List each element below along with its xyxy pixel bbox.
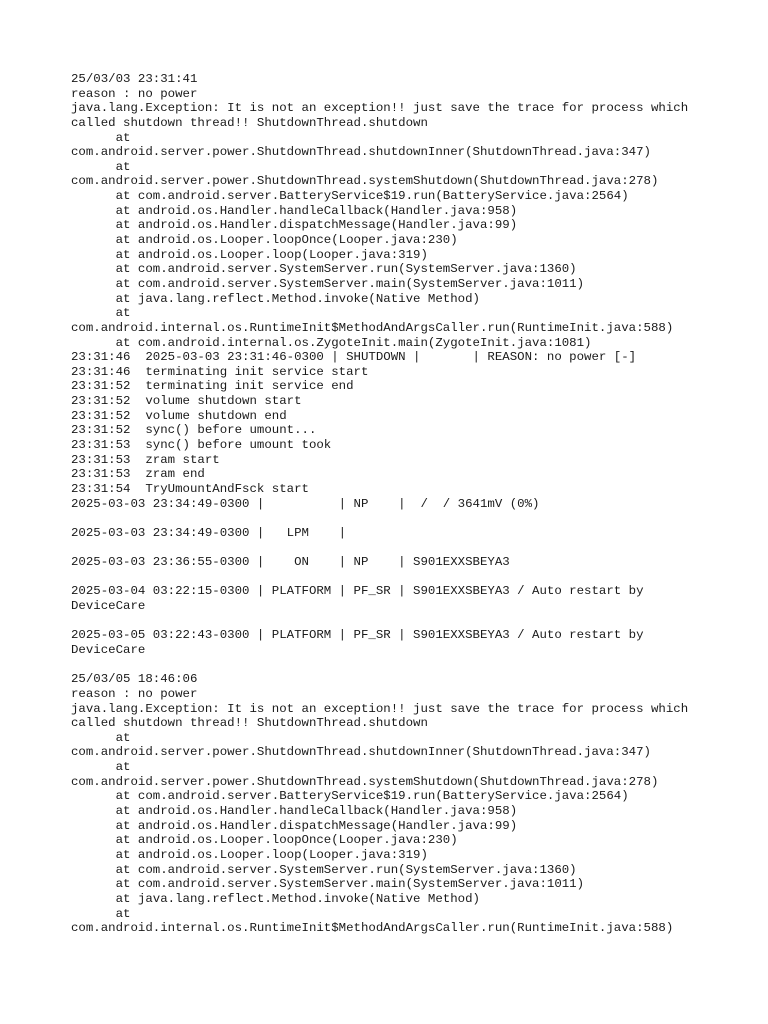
log-line: com.android.server.power.ShutdownThread.shutdownInner(ShutdownThread.java:347) (71, 745, 651, 760)
log-line: at (71, 730, 131, 745)
log-line: 23:31:52 volume shutdown start (71, 394, 302, 409)
log-line: at com.android.server.BatteryService$19.run(BatteryService.java:2564) (71, 789, 629, 804)
log-line: 23:31:54 TryUmountAndFsck start (71, 481, 309, 496)
log-line: 2025-03-04 03:22:15-0300 | PLATFORM | PF_SR | S901EXXSBEYA3 / Auto restart by (71, 584, 644, 599)
log-line: reason : no power (71, 686, 198, 701)
log-line: 23:31:52 volume shutdown end (71, 408, 287, 423)
log-line: at (71, 159, 131, 174)
log-line: at android.os.Looper.loop(Looper.java:319) (71, 247, 428, 262)
log-line: com.android.server.power.ShutdownThread.shutdownInner(ShutdownThread.java:347) (71, 145, 651, 160)
log-line (71, 658, 761, 673)
log-line: java.lang.Exception: It is not an exception!! just save the trace for process which (71, 101, 689, 116)
log-line: 2025-03-03 23:34:49-0300 | | NP | / / 3641mV (0%) (71, 496, 540, 511)
log-line: at (71, 306, 131, 321)
log-line: at com.android.internal.os.ZygoteInit.main(ZygoteInit.java:1081) (71, 335, 592, 350)
log-line: 23:31:53 sync() before umount took (71, 438, 332, 453)
log-line: at java.lang.reflect.Method.invoke(Native Method) (71, 891, 480, 906)
log-line: 23:31:53 zram start (71, 452, 220, 467)
log-line: com.android.server.power.ShutdownThread.systemShutdown(ShutdownThread.java:278) (71, 174, 659, 189)
log-line (71, 570, 761, 585)
log-line: 25/03/05 18:46:06 (71, 672, 198, 687)
log-line: 2025-03-05 03:22:43-0300 | PLATFORM | PF_SR | S901EXXSBEYA3 / Auto restart by (71, 628, 644, 643)
log-line: 25/03/03 23:31:41 (71, 72, 198, 86)
log-line: com.android.server.power.ShutdownThread.systemShutdown(ShutdownThread.java:278) (71, 774, 659, 789)
log-line: 2025-03-03 23:36:55-0300 | ON | NP | S901EXXSBEYA3 (71, 555, 510, 570)
log-line: at android.os.Handler.handleCallback(Handler.java:958) (71, 203, 518, 218)
log-line: at android.os.Handler.dispatchMessage(Handler.java:99) (71, 218, 518, 233)
log-line: at java.lang.reflect.Method.invoke(Native Method) (71, 291, 480, 306)
log-line: 23:31:46 2025-03-03 23:31:46-0300 | SHUTDOWN | | REASON: no power [-] (71, 350, 637, 365)
log-line: DeviceCare (71, 599, 146, 614)
log-line: 23:31:52 sync() before umount... (71, 423, 317, 438)
log-line: at android.os.Handler.dispatchMessage(Handler.java:99) (71, 818, 518, 833)
log-line (71, 541, 761, 556)
log-line: 23:31:53 zram end (71, 467, 205, 482)
log-line: at com.android.server.SystemServer.run(SystemServer.java:1360) (71, 262, 577, 277)
log-line: at com.android.server.SystemServer.main(SystemServer.java:1011) (71, 276, 585, 291)
log-line: at com.android.server.BatteryService$19.run(BatteryService.java:2564) (71, 189, 629, 204)
log-body (71, 72, 761, 936)
log-line: at (71, 130, 131, 145)
log-line: DeviceCare (71, 642, 146, 657)
log-line: at (71, 760, 131, 775)
log-line: at (71, 906, 131, 921)
log-line: com.android.internal.os.RuntimeInit$MethodAndArgsCaller.run(RuntimeInit.java:588) (71, 921, 674, 936)
log-line: at android.os.Looper.loopOnce(Looper.java:230) (71, 833, 458, 848)
log-line: called shutdown thread!! ShutdownThread.shutdown (71, 115, 428, 130)
log-line: 2025-03-03 23:34:49-0300 | LPM | (71, 525, 347, 540)
log-document (71, 72, 761, 936)
log-line: at com.android.server.SystemServer.main(SystemServer.java:1011) (71, 877, 585, 892)
log-line: at android.os.Looper.loopOnce(Looper.java:230) (71, 233, 458, 248)
log-line: 23:31:46 terminating init service start (71, 364, 369, 379)
log-line: reason : no power (71, 86, 198, 101)
log-line: java.lang.Exception: It is not an exception!! just save the trace for process which (71, 701, 689, 716)
log-line: 23:31:52 terminating init service end (71, 379, 354, 394)
log-line: at android.os.Handler.handleCallback(Handler.java:958) (71, 804, 518, 819)
log-line: at com.android.server.SystemServer.run(SystemServer.java:1360) (71, 862, 577, 877)
log-line: called shutdown thread!! ShutdownThread.shutdown (71, 716, 428, 731)
log-line (71, 511, 761, 526)
log-line: at android.os.Looper.loop(Looper.java:319) (71, 847, 428, 862)
log-line (71, 614, 761, 629)
log-line: com.android.internal.os.RuntimeInit$MethodAndArgsCaller.run(RuntimeInit.java:588) (71, 320, 674, 335)
